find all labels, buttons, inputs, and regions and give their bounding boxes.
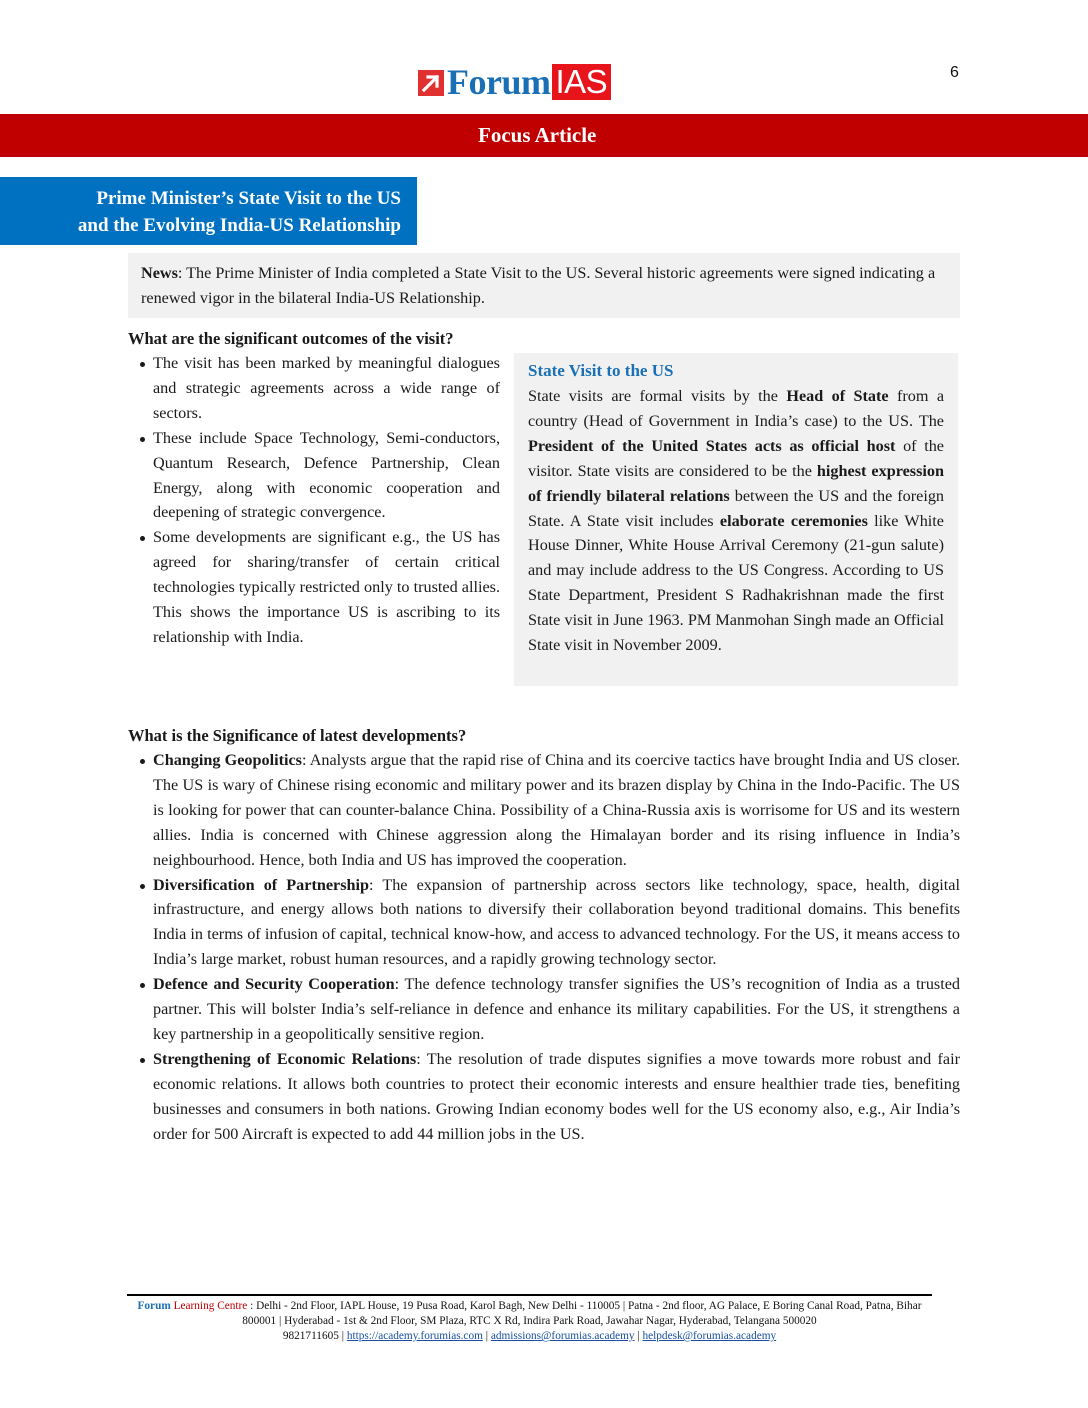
list-item: Some developments are significant e.g., the US has agreed for sharing/transfer of certain critical technologies typically restricted only to trusted allies. This shows the importance US is ascribing to its relationship with India. xyxy=(128,525,500,650)
banner-label: Focus Article xyxy=(478,123,597,147)
item-label: Diversification of Partnership xyxy=(153,875,370,894)
outcomes-list xyxy=(128,351,500,650)
item-label: Changing Geopolitics xyxy=(153,751,302,769)
footer-divider xyxy=(127,1294,932,1296)
sidebar-text: State visits are formal visits by the xyxy=(528,387,787,405)
item-text: : The resolution of trade disputes signifies a move towards more robust and fair economic relations. It allows both countries to protect their economic interests and ensure healthier trade ties, benefiting businesses and consumers in both nations. Growing Indian economy bodes well for the US economy also, e.g., Air India’s order for 500 Aircraft is expected to add 44 million jobs in the US. xyxy=(153,1049,960,1143)
sidebar-bold: elaborate ceremonies xyxy=(719,511,868,530)
sidebar-title: State Visit to the US xyxy=(528,361,674,380)
news-text: : The Prime Minister of India completed a State Visit to the US. Several historic agreements were signed indicating a renewed vigor in the bilateral India-US Relationship. xyxy=(141,264,936,307)
state-visit-sidebar xyxy=(514,353,958,686)
list-item xyxy=(128,972,960,1047)
footer xyxy=(127,1299,932,1344)
website-link[interactable]: https://academy.forumias.com xyxy=(346,1330,483,1342)
page-number: 6 xyxy=(950,64,959,81)
focus-article-banner xyxy=(0,114,1088,157)
admissions-email-link[interactable]: admissions@forumias.academy xyxy=(490,1330,635,1342)
separator: | xyxy=(482,1330,491,1342)
list-item: The visit has been marked by meaningful dialogues and strategic agreements across a wide range of sectors. xyxy=(128,351,500,426)
sidebar-body xyxy=(528,384,944,658)
item-text: : The defence technology transfer signifies the US’s recognition of India as a trusted partner. This will bolster India’s self-reliance in defence and enhance its military capabilities. For the US, it strengthens a key partnership in a geopolitically sensitive region. xyxy=(153,975,960,1043)
sidebar-bold: Head of State xyxy=(786,387,889,405)
item-label: Strengthening of Economic Relations xyxy=(153,1049,417,1068)
footer-colon: : xyxy=(247,1300,257,1312)
arrow-up-right-icon xyxy=(418,70,444,96)
sidebar-bold: President of the United States acts as official host xyxy=(528,436,896,455)
article-title xyxy=(0,177,417,245)
logo-ias-text: IAS xyxy=(552,64,611,100)
footer-brand-forum: Forum xyxy=(137,1300,171,1312)
sidebar-bold: highest expression of friendly bilateral relations xyxy=(528,461,944,505)
list-item: These include Space Technology, Semi-conductors, Quantum Research, Defence Partnership, Clean Energy, along with economic cooperation and deepening of strategic convergence. xyxy=(128,426,500,526)
logo-forum-text: Forum xyxy=(447,62,551,102)
separator: | xyxy=(634,1330,643,1342)
item-text: : The expansion of partnership across sectors like technology, space, health, digital infrastructure, and energy allows both nations to diversify their collaboration beyond traditional domains. This benefits India in terms of infusion of capital, technical know-how, and access to advanced technology. For the US, it means access to India’s large market, robust human resources, and a rapidly growing technology sector. xyxy=(153,875,960,969)
footer-address: Delhi - 2nd Floor, IAPL House, 19 Pusa Road, Karol Bagh, New Delhi - 110005 | Patna - 2nd floor, AG Palace, E Boring Canal Road, Patna, Bihar 800001 | Hyderabad - 1st & 2nd Floor, SM Plaza, RTC X Rd, Indira Park Road, Jawahar Nagar, Hyderabad, Telangana 500020 xyxy=(242,1300,922,1327)
significance-list xyxy=(128,748,960,1147)
footer-brand-centre: Learning Centre xyxy=(170,1300,248,1312)
title-line-1: Prime Minister’s State Visit to the US xyxy=(96,188,401,209)
sidebar-text: from a country (Head of Government in India’s case) to the US. The xyxy=(528,387,945,430)
news-box xyxy=(128,253,960,318)
item-label: Defence and Security Cooperation xyxy=(153,975,395,994)
forumias-logo xyxy=(418,64,611,100)
sidebar-text: between the US and the foreign State. A State visit includes xyxy=(528,486,945,530)
helpdesk-email-link[interactable]: helpdesk@forumias.academy xyxy=(642,1330,777,1342)
footer-phone: 9821711605 xyxy=(282,1330,339,1342)
separator: | xyxy=(338,1330,347,1342)
sidebar-text: of the visitor. State visits are considered to be the xyxy=(528,436,944,480)
title-line-2: and the Evolving India-US Relationship xyxy=(77,215,401,236)
significance-heading: What is the Significance of latest developments? xyxy=(128,726,467,745)
list-item xyxy=(128,1047,960,1147)
outcomes-heading: What are the significant outcomes of the visit? xyxy=(128,329,454,348)
sidebar-text: like White House Dinner, White House Arrival Ceremony (21-gun salute) and may include address to the US Congress. According to US State Department, President S Radhakrishnan made the first State visit in June 1963. PM Manmohan Singh made an Official State visit in November 2009. xyxy=(528,511,944,655)
item-text: : Analysts argue that the rapid rise of China and its coercive tactics have brought India and US closer. The US is wary of Chinese rising economic and military power and its brazen display by China in the Indo-Pacific. The US is looking for power that can counter-balance China. Possibility of a China-Russia axis is worrisome for US and its western allies. India is concerned with Chinese aggression along the Himalayan border and its rising influence in India’s neighbourhood. Hence, both India and US has improved the cooperation. xyxy=(153,751,960,869)
list-item xyxy=(128,873,960,973)
news-label: News xyxy=(141,264,178,282)
list-item xyxy=(128,748,960,873)
